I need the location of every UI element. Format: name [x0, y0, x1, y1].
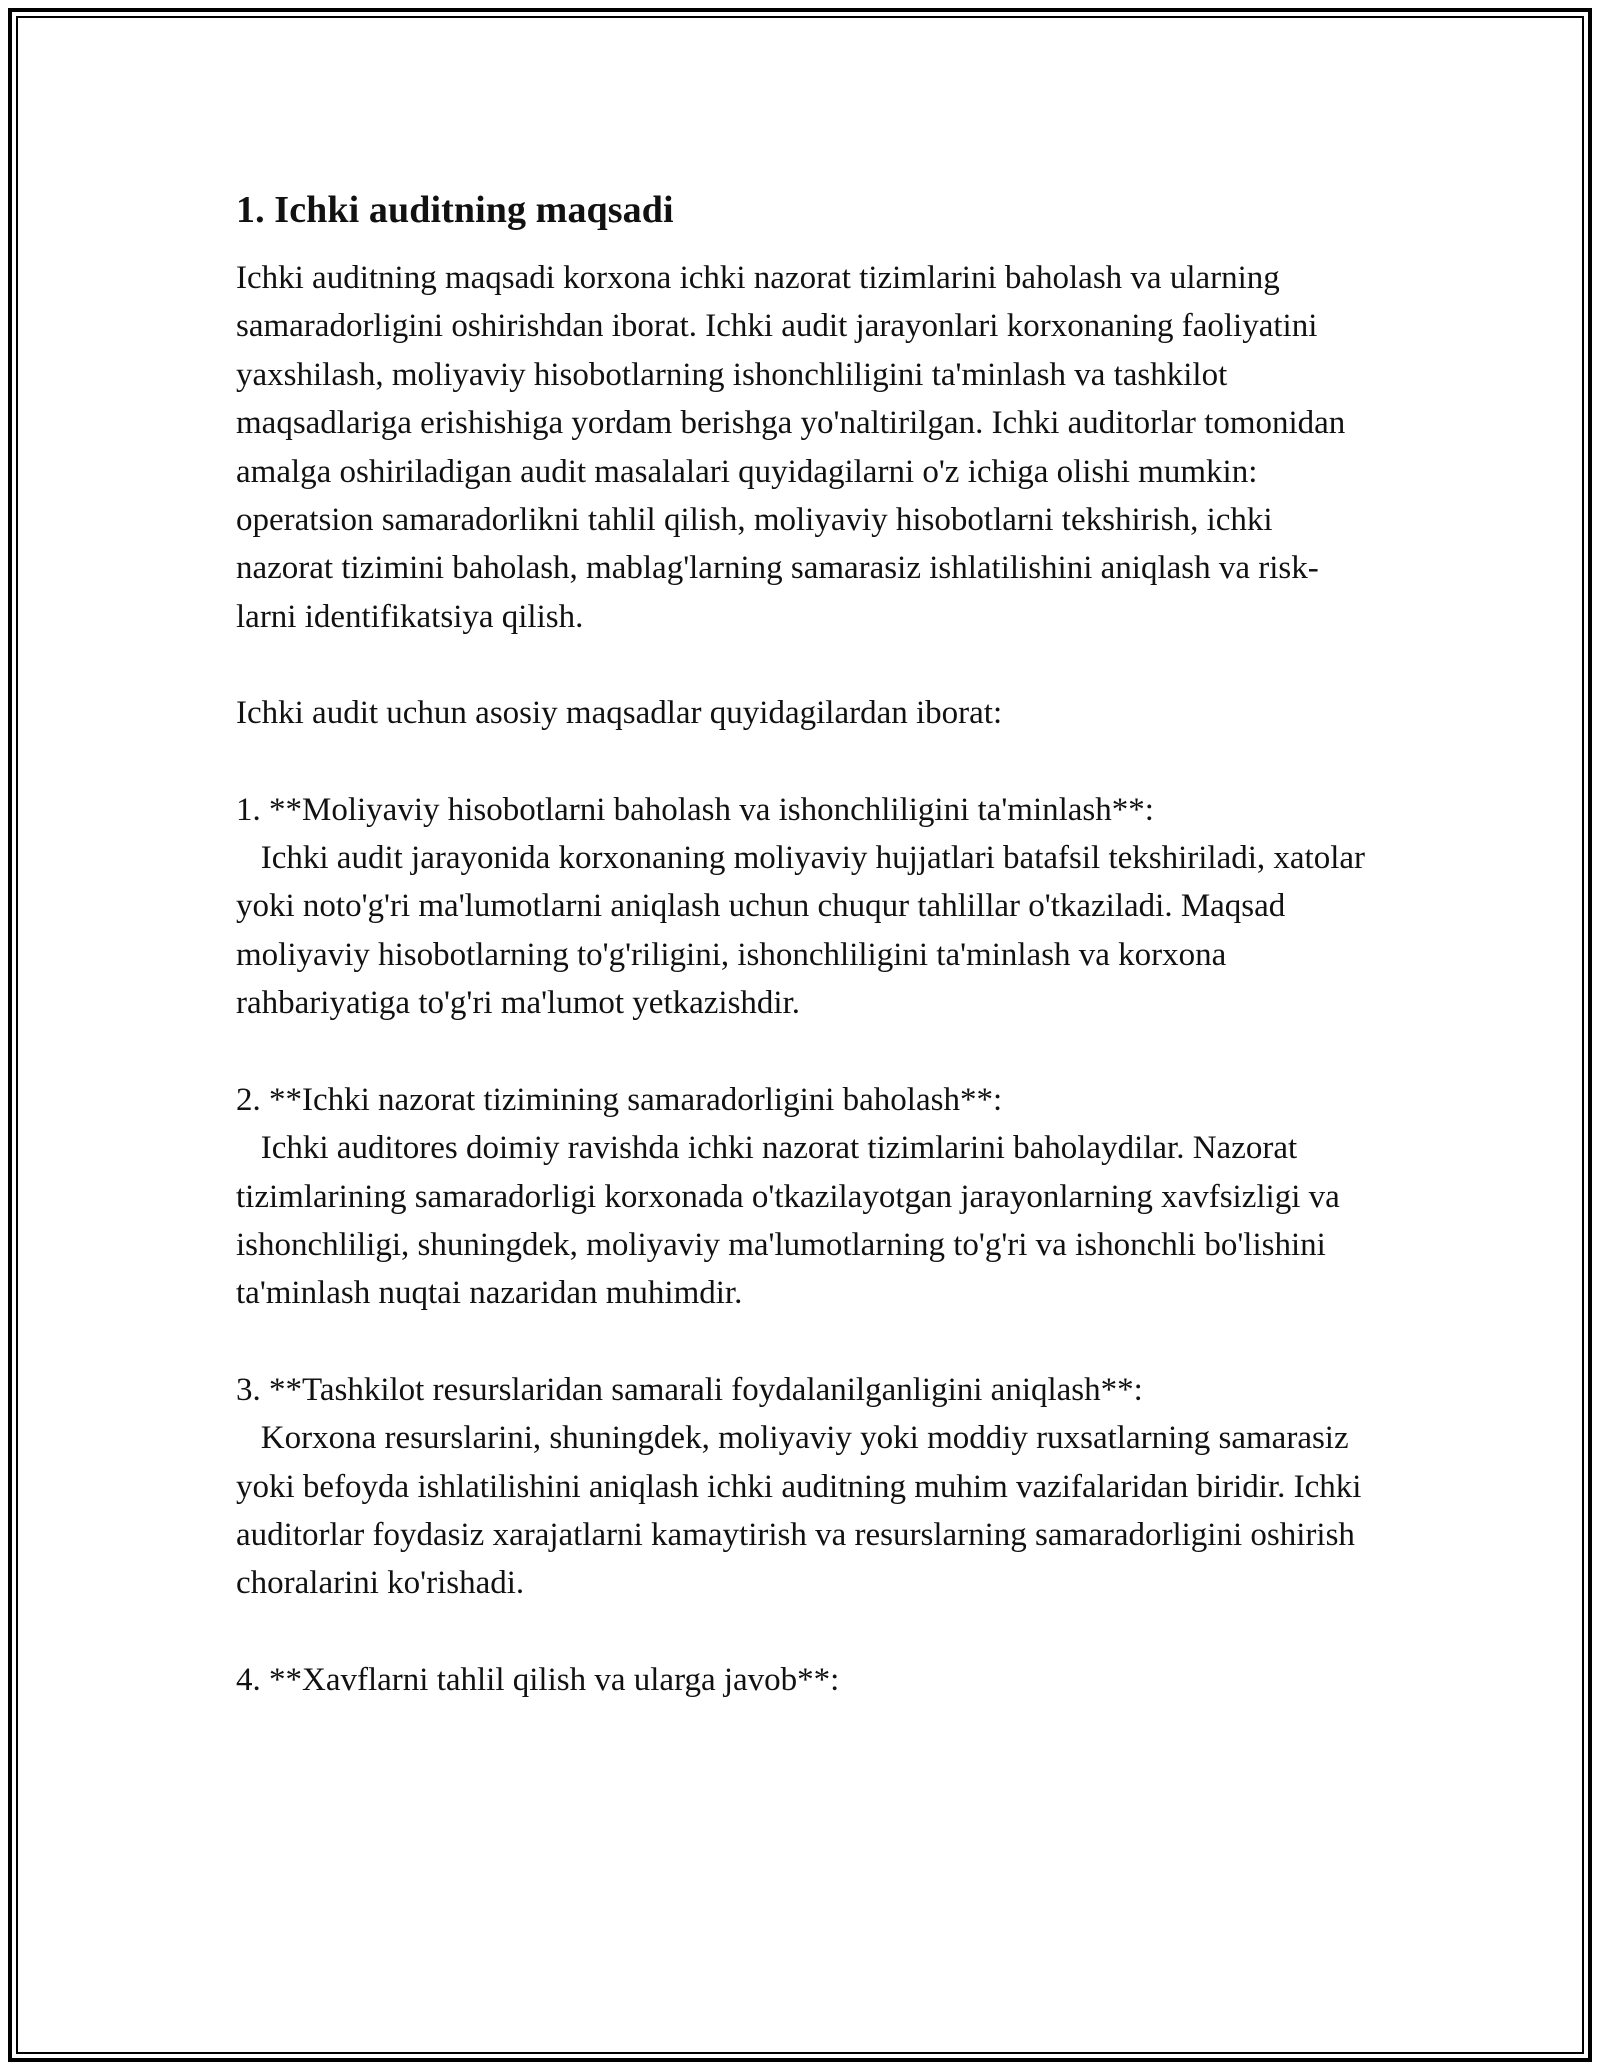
paragraph-spacer — [236, 1028, 1376, 1076]
paragraph-spacer — [236, 738, 1376, 786]
list-item-body: Ichki auditores doimiy ravishda ichki nazorat tizimlarini baholaydilar. Nazorat tizimlarining samaradorligi korxonada o'tkazilayotgan jarayonlarning xavfsizligi va ishonchliligi, shuningdek, moliyaviy ma'lumotlarning to'g'ri va ishonchli bo'lishini ta'minlash nuqtai nazaridan muhimdir. — [236, 1130, 1349, 1312]
list-item — [236, 786, 1376, 1028]
list-item-body: Ichki audit jarayonida korxonaning moliyaviy hujjatlari batafsil tekshiriladi, xatolar yoki noto'g'ri ma'lumotlarni aniqlash uchun chuqur tahlillar o'tkaziladi. Maqsad moliyaviy hisobotlarning to'g'riligini, ishonchliligini ta'minlash va korxona rahbariyatiga to'g'ri ma'lumot yetkazishdir. — [236, 840, 1374, 1022]
document-body — [236, 186, 1376, 1704]
list-item-title: 1. **Moliyaviy hisobotlarni baholash va ishonchliligini ta'minlash**: — [236, 791, 1154, 828]
paragraph-spacer — [236, 641, 1376, 689]
paragraph-spacer — [236, 1318, 1376, 1366]
list-item — [236, 1656, 1376, 1704]
list-item-title: 2. **Ichki nazorat tizimining samaradorligini baholash**: — [236, 1081, 1003, 1118]
intro-paragraph: Ichki auditning maqsadi korxona ichki nazorat tizimlarini baholash va ularning samaradorligini oshirishdan iborat. Ichki audit jarayonlari korxonaning faoliyatini yaxshilash, moliyaviy hisobotlarning ishonchliligini ta'minlash va tashkilot maqsadlariga erishishiga yordam berishga yo'naltirilgan. Ichki auditorlar tomonidan amalga oshiriladigan audit masalalari quyidagilarni o'z ichiga olishi mumkin: operatsion samaradorlikni tahlil qilish, moliyaviy hisobotlarni tekshirish, ichki nazorat tizimini baholash, mablag'larning samarasiz ishlatilishini aniqlash va risk-larni identifikatsiya qilish. — [236, 260, 1354, 635]
section-heading: 1. Ichki auditning maqsadi — [236, 189, 674, 231]
list-item-title: 3. **Tashkilot resurslaridan samarali foydalanilganligini aniqlash**: — [236, 1371, 1143, 1408]
list-item-body: Korxona resurslarini, shuningdek, moliyaviy yoki moddiy ruxsatlarning samarasiz yoki befoyda ishlatilishini aniqlash ichki auditning muhim vazifalaridan biridir. Ichki auditorlar foydasiz xarajatlarni kamaytirish va resurslarning samaradorligini oshirish choralarini ko'rishadi. — [236, 1420, 1370, 1602]
list-item — [236, 1366, 1376, 1608]
list-item-title: 4. **Xavflarni tahlil qilish va ularga javob**: — [236, 1661, 840, 1698]
list-item — [236, 1076, 1376, 1318]
paragraph-spacer — [236, 1608, 1376, 1656]
goals-intro: Ichki audit uchun asosiy maqsadlar quyidagilardan iborat: — [236, 695, 1003, 732]
